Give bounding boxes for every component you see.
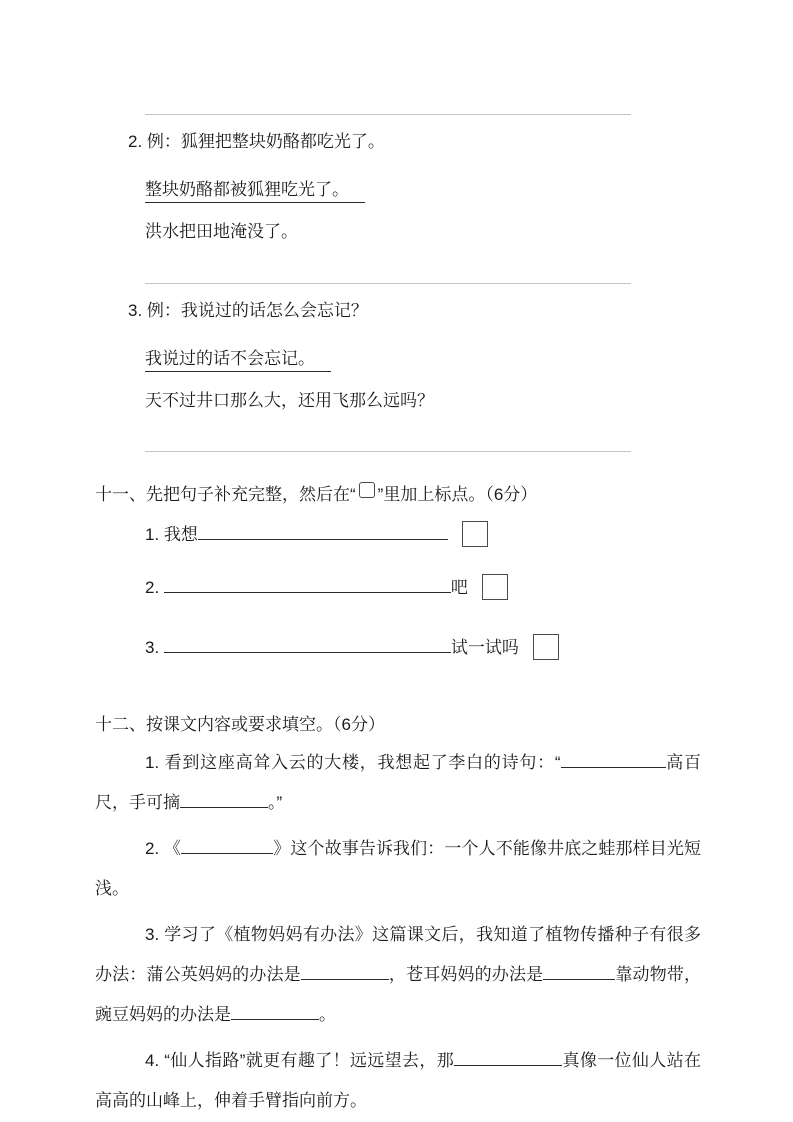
text-segment: 试一试吗 [450,638,519,657]
text-segment: 1. 我想 [145,525,198,544]
text-segment: 。” [268,793,283,812]
answer-writing-line[interactable] [145,451,631,452]
punctuation-box[interactable] [462,521,488,547]
text-segment: 十一、先把句子补充完整，然后在“ [95,485,356,504]
fill-in-blank[interactable] [164,576,451,593]
example-text: 例：狐狸把整块奶酪都吃光了。 [146,132,385,151]
text-segment: 真像一位仙人站在高高的山峰上，伸着手臂指向前方。 [95,1051,702,1110]
question-number: 2. [128,132,143,151]
punctuation-box[interactable] [482,574,508,600]
fill-in-blank[interactable] [231,1003,319,1020]
text-segment: 高百尺，手可摘 [95,753,702,812]
fill-in-blank[interactable] [164,636,451,653]
text-segment: 2. [145,578,164,597]
sentence-completion-item-2 [145,574,701,601]
question-number: 3. [128,301,143,320]
text-segment: 4. “仙人指路”就更有趣了！远远望去，那 [145,1051,455,1070]
exercise-sentence: 天不过井口那么大，还用飞那么远吗？ [145,391,434,410]
section-twelve [95,713,701,1121]
section-eleven [95,482,701,661]
text-segment: ”里加上标点。（6分） [377,485,538,504]
text-segment: 吧 [450,578,468,597]
example-line [128,300,701,322]
sentence-completion-item-1 [145,521,701,548]
text-segment: 3. 学习了《植物妈妈有办法》这篇课文后，我知道了植物传播种子有很多办法：蒲公英妈妈的办法是 [95,925,701,984]
model-answer-line [145,179,701,201]
answer-writing-line[interactable] [145,114,631,115]
punctuation-box[interactable] [533,634,559,660]
rewrite-question-2 [95,131,701,243]
rewrite-question-3 [95,300,701,412]
section-twelve-title: 十二、按课文内容或要求填空。（6分） [95,715,385,734]
example-text: 例：我说过的话怎么会忘记？ [146,301,368,320]
text-segment: 》这个故事告诉我们：一个人不能像井底之蛙那样目光短浅。 [95,839,702,898]
fill-in-blank[interactable] [198,523,448,540]
model-answer-line [145,348,701,370]
answer-writing-line[interactable] [145,283,631,284]
sentence-completion-item-3 [145,634,701,661]
text-segment: ，苍耳妈妈的办法是 [388,965,544,984]
exercise-sentence: 洪水把田地淹没了。 [145,222,298,241]
fill-blank-item-4 [95,1041,701,1121]
model-answer-text: 我说过的话不会忘记。 [145,349,331,372]
punctuation-box[interactable] [359,482,375,498]
text-segment: 3. [145,638,164,657]
fill-in-blank[interactable] [454,1049,562,1066]
text-segment: 。 [319,1005,336,1024]
fill-in-blank[interactable] [180,791,268,808]
model-answer-text: 整块奶酪都被狐狸吃光了。 [145,180,365,203]
fill-in-blank[interactable] [181,837,273,854]
fill-blank-item-3 [95,915,701,1035]
fill-in-blank[interactable] [543,963,615,980]
section-eleven-title [95,482,701,507]
fill-in-blank[interactable] [561,751,666,768]
text-segment: 靠动物带，豌豆妈妈的办法是 [95,965,702,1024]
example-line [128,131,701,153]
text-segment: 2. 《 [145,839,182,858]
fill-in-blank[interactable] [301,963,389,980]
fill-blank-item-1 [95,743,701,823]
fill-blank-item-2 [95,829,701,909]
text-segment: 1. 看到这座高耸入云的大楼，我想起了李白的诗句：“ [145,753,561,772]
